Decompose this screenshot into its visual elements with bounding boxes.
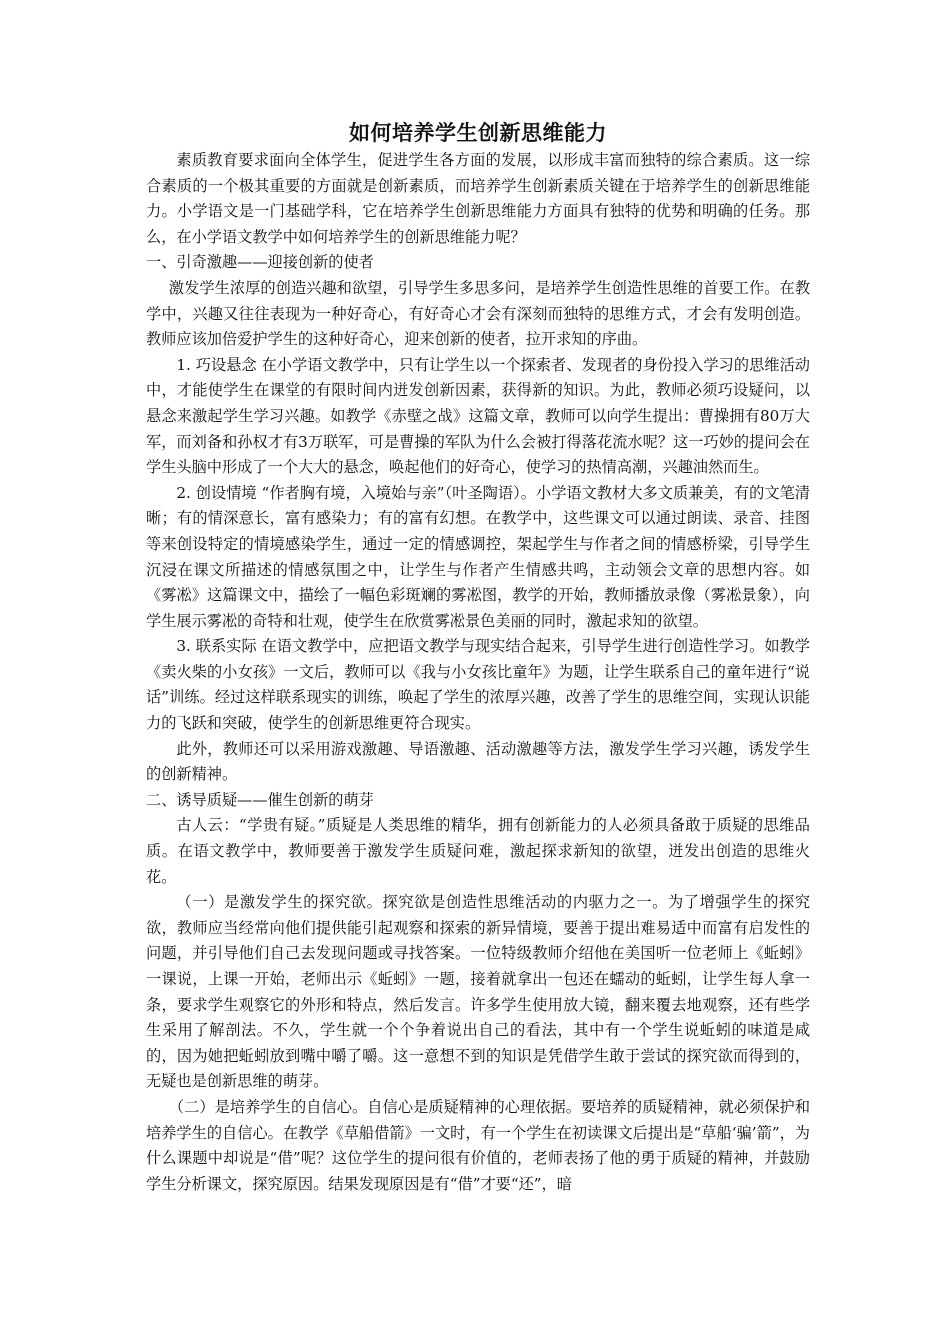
section-2-paragraph: 古人云：“学贵有疑。”质疑是人类思维的精华，拥有创新能力的人必须具备敢于质疑的思维品质。在语文教学中，教师要善于激发学生质疑问难，激起探求新知的欲望，迸发出创造的思维火花。 <box>146 816 810 886</box>
additional-paragraph: 此外，教师还可以采用游戏激趣、导语激趣、活动激趣等方法，激发学生学习兴趣，诱发学生的创新精神。 <box>146 739 810 784</box>
point-2-paragraph: 2. 创设情境 “作者胸有境，入境始与亲”（叶圣陶语）。小学语文教材大多文质兼美，有的文笔清晰；有的情深意长，富有感染力；有的富有幻想。在教学中，这些课文可以通过朗读、录音、挂图等来创设特定的情境感染学生，通过一定的情感调控，架起学生与作者之间的情感桥梁，引导学生沉浸在课文所描述的情感氛围之中，让学生与作者产生情感共鸣，主动领会文章的思想内容。如《雾凇》这篇课文中，描绘了一幅色彩斑斓的雾凇图，教学的开始，教师播放录像（雾凇景象），向学生展示雾凇的奇特和壮观，使学生在欣赏雾凇景色美丽的同时，激起求知的欲望。 <box>146 483 810 630</box>
point-1-paragraph: 1. 巧设悬念 在小学语文教学中，只有让学生以一个探索者、发现者的身份投入学习的思维活动中，才能使学生在课堂的有限时间内迸发创新因素，获得新的知识。为此，教师必须巧设疑问，以悬念来激起学生学习兴趣。如教学《赤壁之战》这篇文章，教师可以向学生提出：曹操拥有80万大军，而刘备和孙权才有3万联军，可是曹操的军队为什么会被打得落花流水呢？这一巧妙的提问会在学生头脑中形成了一个大大的悬念，唤起他们的好奇心，使学习的热情高潮，兴趣油然而生。 <box>146 355 810 477</box>
subpoint-1-paragraph: （一）是激发学生的探究欲。探究欲是创造性思维活动的内驱力之一。为了增强学生的探究欲，教师应当经常向他们提供能引起观察和探索的新异情境，要善于提出难易适中而富有启发性的问题，并引导他们自己去发现问题或寻找答案。一位特级教师介绍他在美国听一位老师上《蚯蚓》一课说，上课一开始，老师出示《蚯蚓》一题，接着就拿出一包还在蠕动的蚯蚓，让学生每人拿一条，要求学生观察它的外形和特点，然后发言。许多学生使用放大镜，翻来覆去地观察，还有些学生采用了解剖法。不久，学生就一个个争着说出自己的看法，其中有一个学生说蚯蚓的味道是咸的，因为她把蚯蚓放到嘴中嚼了嚼。这一意想不到的知识是凭借学生敢于尝试的探究欲而得到的，无疑也是创新思维的萌芽。 <box>146 893 810 1091</box>
section-heading-2: 二、诱导质疑——催生创新的萌芽 <box>146 790 374 809</box>
point-3-paragraph: 3. 联系实际 在语文教学中，应把语文教学与现实结合起来，引导学生进行创造性学习。如教学《卖火柴的小女孩》一文后，教师可以《我与小女孩比童年》为题，让学生联系自己的童年进行“说话”训练。经过这样联系现实的训练，唤起了学生的浓厚兴趣，改善了学生的思维空间，实现认识能力的飞跃和突破，使学生的创新思维更符合现实。 <box>146 637 810 733</box>
section-heading-1: 一、引奇激趣——迎接创新的使者 <box>146 253 374 272</box>
section-1-paragraph: 激发学生浓厚的创造兴趣和欲望，引导学生多思多问，是培养学生创造性思维的首要工作。在教学中，兴趣又往往表现为一种好奇心，有好奇心才会有深刻而独特的思维方式，才会有发明创造。教师应该加倍爱护学生的这种好奇心，迎来创新的使者，拉开求知的序曲。 <box>146 278 810 349</box>
document-title: 如何培养学生创新思维能力 <box>349 120 607 145</box>
intro-paragraph: 素质教育要求面向全体学生，促进学生各方面的发展，以形成丰富而独特的综合素质。这一综合素质的一个极其重要的方面就是创新素质，而培养学生创新素质关键在于培养学生的创新思维能力。小学语文是一门基础学科，它在培养学生创新思维能力方面具有独特的优势和明确的任务。那么，在小学语文教学中如何培养学生的创新思维能力呢？ <box>146 151 810 246</box>
subpoint-2-paragraph: （二）是培养学生的自信心。自信心是质疑精神的心理依据。要培养的质疑精神，就必须保护和培养学生的自信心。在教学《草船借箭》一文时，有一个学生在初读课文后提出是“草船‘骗’箭”，为什么课题中却说是“借”呢？这位学生的提问很有价值的，老师表扬了他的勇于质疑的精神，并鼓励学生分析课文，探究原因。结果发现原因是有“借”才要“还”，暗 <box>146 1097 810 1193</box>
document-page <box>146 118 810 1197</box>
